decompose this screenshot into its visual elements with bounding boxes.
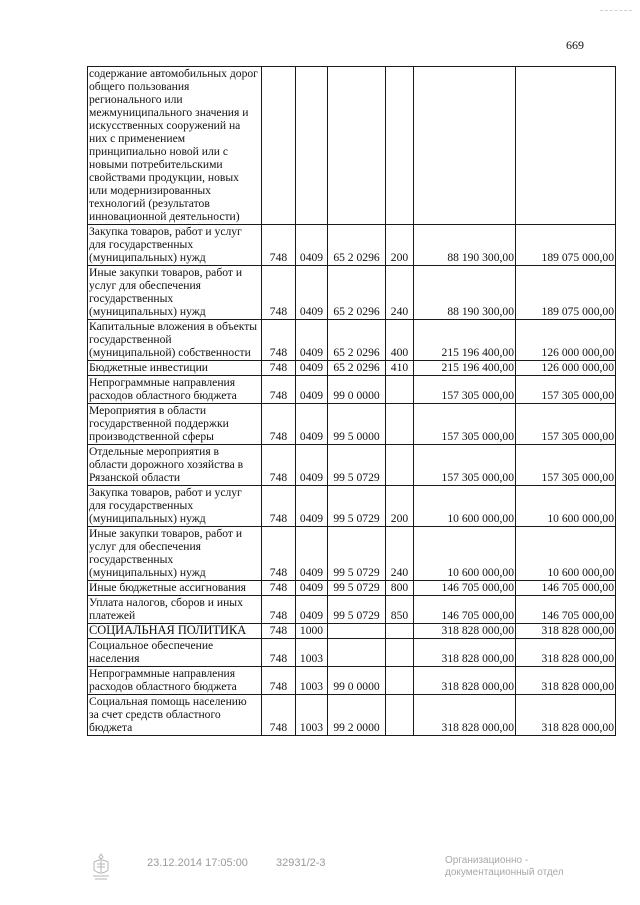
footer-document-code: 32931/2-3 xyxy=(276,857,326,869)
table-row xyxy=(88,376,616,404)
row-ved-cell: 748 xyxy=(262,596,296,624)
row-name-cell: Социальная помощь населению за счет средств областного бюджета xyxy=(88,695,262,736)
row-target-article-cell: 99 0 0000 xyxy=(328,667,386,695)
row-name-cell: Иные бюджетные ассигнования xyxy=(88,581,262,596)
row-amount-1-cell: 146 705 000,00 xyxy=(414,596,516,624)
row-expense-type-cell xyxy=(386,639,414,667)
row-section-cell: 0409 xyxy=(296,376,328,404)
row-ved-cell: 748 xyxy=(262,695,296,736)
row-target-article-cell xyxy=(328,67,386,225)
row-target-article-cell xyxy=(328,624,386,639)
row-section-cell: 1000 xyxy=(296,624,328,639)
row-ved-cell: 748 xyxy=(262,667,296,695)
row-ved-cell: 748 xyxy=(262,445,296,486)
row-expense-type-cell xyxy=(386,445,414,486)
row-expense-type-cell xyxy=(386,667,414,695)
row-amount-2-cell: 126 000 000,00 xyxy=(516,320,616,361)
row-name-cell: Капитальные вложения в объекты государственной (муниципальной) собственности xyxy=(88,320,262,361)
row-amount-2-cell: 157 305 000,00 xyxy=(516,376,616,404)
row-amount-2-cell: 146 705 000,00 xyxy=(516,596,616,624)
row-expense-type-cell: 850 xyxy=(386,596,414,624)
row-amount-1-cell: 146 705 000,00 xyxy=(414,581,516,596)
table-row xyxy=(88,527,616,581)
footer-org-line-2: документационный отдел xyxy=(445,867,564,878)
row-amount-2-cell: 318 828 000,00 xyxy=(516,624,616,639)
row-name-cell: СОЦИАЛЬНАЯ ПОЛИТИКА xyxy=(88,624,262,639)
row-name-cell: Закупка товаров, работ и услуг для государственных (муниципальных) нужд xyxy=(88,225,262,266)
row-amount-2-cell: 157 305 000,00 xyxy=(516,404,616,445)
row-ved-cell: 748 xyxy=(262,266,296,320)
row-section-cell xyxy=(296,67,328,225)
table-row xyxy=(88,445,616,486)
row-ved-cell: 748 xyxy=(262,486,296,527)
row-section-cell: 0409 xyxy=(296,527,328,581)
row-amount-2-cell: 10 600 000,00 xyxy=(516,486,616,527)
row-name-cell: Бюджетные инвестиции xyxy=(88,361,262,376)
table-row xyxy=(88,320,616,361)
row-ved-cell xyxy=(262,67,296,225)
row-amount-2-cell: 318 828 000,00 xyxy=(516,639,616,667)
row-expense-type-cell: 200 xyxy=(386,225,414,266)
row-section-cell: 1003 xyxy=(296,639,328,667)
row-amount-2-cell: 157 305 000,00 xyxy=(516,445,616,486)
row-section-cell: 0409 xyxy=(296,445,328,486)
row-amount-1-cell: 10 600 000,00 xyxy=(414,486,516,527)
table-row xyxy=(88,67,616,225)
row-amount-1-cell: 157 305 000,00 xyxy=(414,445,516,486)
row-expense-type-cell: 800 xyxy=(386,581,414,596)
table-row xyxy=(88,596,616,624)
row-expense-type-cell: 410 xyxy=(386,361,414,376)
row-expense-type-cell xyxy=(386,695,414,736)
row-expense-type-cell: 240 xyxy=(386,527,414,581)
row-name-cell: Иные закупки товаров, работ и услуг для обеспечения государственных (муниципальных) нужд xyxy=(88,266,262,320)
row-target-article-cell xyxy=(328,639,386,667)
row-amount-2-cell: 10 600 000,00 xyxy=(516,527,616,581)
table-row xyxy=(88,361,616,376)
row-amount-1-cell: 215 196 400,00 xyxy=(414,320,516,361)
row-amount-1-cell: 318 828 000,00 xyxy=(414,639,516,667)
row-ved-cell: 748 xyxy=(262,639,296,667)
row-target-article-cell: 99 5 0729 xyxy=(328,581,386,596)
row-section-cell: 0409 xyxy=(296,486,328,527)
budget-table xyxy=(87,66,616,736)
row-expense-type-cell: 200 xyxy=(386,486,414,527)
scan-corner-mark xyxy=(600,10,632,12)
row-target-article-cell: 99 5 0729 xyxy=(328,596,386,624)
table-row xyxy=(88,667,616,695)
row-name-cell: Непрограммные направления расходов областного бюджета xyxy=(88,667,262,695)
table-row xyxy=(88,624,616,639)
row-section-cell: 1003 xyxy=(296,695,328,736)
row-name-cell: Иные закупки товаров, работ и услуг для обеспечения государственных (муниципальных) нужд xyxy=(88,527,262,581)
row-section-cell: 0409 xyxy=(296,320,328,361)
row-ved-cell: 748 xyxy=(262,404,296,445)
page-number: 669 xyxy=(566,38,584,52)
row-section-cell: 0409 xyxy=(296,361,328,376)
row-amount-1-cell: 318 828 000,00 xyxy=(414,624,516,639)
table-row xyxy=(88,225,616,266)
row-ved-cell: 748 xyxy=(262,581,296,596)
row-amount-1-cell: 157 305 000,00 xyxy=(414,404,516,445)
row-amount-1-cell: 318 828 000,00 xyxy=(414,695,516,736)
row-name-cell: Отдельные мероприятия в области дорожного хозяйства в Рязанской области xyxy=(88,445,262,486)
row-amount-2-cell: 318 828 000,00 xyxy=(516,667,616,695)
row-amount-2-cell: 189 075 000,00 xyxy=(516,266,616,320)
row-expense-type-cell xyxy=(386,67,414,225)
row-name-cell: Уплата налогов, сборов и иных платежей xyxy=(88,596,262,624)
row-section-cell: 0409 xyxy=(296,596,328,624)
row-expense-type-cell: 400 xyxy=(386,320,414,361)
row-target-article-cell: 99 5 0729 xyxy=(328,486,386,527)
footer-organization xyxy=(445,855,564,879)
row-expense-type-cell xyxy=(386,624,414,639)
row-name-cell: Непрограммные направления расходов областного бюджета xyxy=(88,376,262,404)
row-amount-1-cell: 10 600 000,00 xyxy=(414,527,516,581)
row-ved-cell: 748 xyxy=(262,225,296,266)
row-target-article-cell: 65 2 0296 xyxy=(328,361,386,376)
row-amount-1-cell: 88 190 300,00 xyxy=(414,266,516,320)
row-target-article-cell: 99 0 0000 xyxy=(328,376,386,404)
row-name-cell: Мероприятия в области государственной поддержки производственной сферы xyxy=(88,404,262,445)
row-ved-cell: 748 xyxy=(262,527,296,581)
row-section-cell: 0409 xyxy=(296,581,328,596)
row-amount-2-cell: 146 705 000,00 xyxy=(516,581,616,596)
row-name-cell: Социальное обеспечение населения xyxy=(88,639,262,667)
row-target-article-cell: 65 2 0296 xyxy=(328,225,386,266)
row-amount-1-cell xyxy=(414,67,516,225)
row-amount-1-cell: 215 196 400,00 xyxy=(414,361,516,376)
row-amount-1-cell: 157 305 000,00 xyxy=(414,376,516,404)
budget-table-body xyxy=(88,67,616,736)
row-ved-cell: 748 xyxy=(262,320,296,361)
row-section-cell: 0409 xyxy=(296,225,328,266)
row-amount-2-cell xyxy=(516,67,616,225)
table-row xyxy=(88,581,616,596)
row-target-article-cell: 65 2 0296 xyxy=(328,266,386,320)
row-amount-2-cell: 126 000 000,00 xyxy=(516,361,616,376)
table-row xyxy=(88,266,616,320)
footer-datetime: 23.12.2014 17:05:00 xyxy=(147,857,248,869)
row-amount-2-cell: 189 075 000,00 xyxy=(516,225,616,266)
row-target-article-cell: 99 5 0729 xyxy=(328,527,386,581)
row-amount-2-cell: 318 828 000,00 xyxy=(516,695,616,736)
row-expense-type-cell xyxy=(386,404,414,445)
row-amount-1-cell: 318 828 000,00 xyxy=(414,667,516,695)
table-row xyxy=(88,695,616,736)
table-row xyxy=(88,486,616,527)
row-section-cell: 0409 xyxy=(296,266,328,320)
row-ved-cell: 748 xyxy=(262,624,296,639)
row-section-cell: 1003 xyxy=(296,667,328,695)
row-expense-type-cell: 240 xyxy=(386,266,414,320)
row-ved-cell: 748 xyxy=(262,376,296,404)
table-row xyxy=(88,639,616,667)
row-amount-1-cell: 88 190 300,00 xyxy=(414,225,516,266)
row-name-cell: Закупка товаров, работ и услуг для государственных (муниципальных) нужд xyxy=(88,486,262,527)
row-target-article-cell: 99 2 0000 xyxy=(328,695,386,736)
footer-org-line-1: Организационно - xyxy=(445,855,529,866)
row-target-article-cell: 99 5 0000 xyxy=(328,404,386,445)
row-name-cell: содержание автомобильных дорог общего пользования регионального или межмуниципального значения и искусственных сооружений на них с применением принципиально новой или с новыми потребительскими свойствами продукции, новых или модернизированных технологий (результатов инновационной деятельности) xyxy=(88,67,262,225)
row-section-cell: 0409 xyxy=(296,404,328,445)
row-target-article-cell: 65 2 0296 xyxy=(328,320,386,361)
row-ved-cell: 748 xyxy=(262,361,296,376)
row-expense-type-cell xyxy=(386,376,414,404)
emblem-icon xyxy=(90,852,112,882)
table-row xyxy=(88,404,616,445)
row-target-article-cell: 99 5 0729 xyxy=(328,445,386,486)
